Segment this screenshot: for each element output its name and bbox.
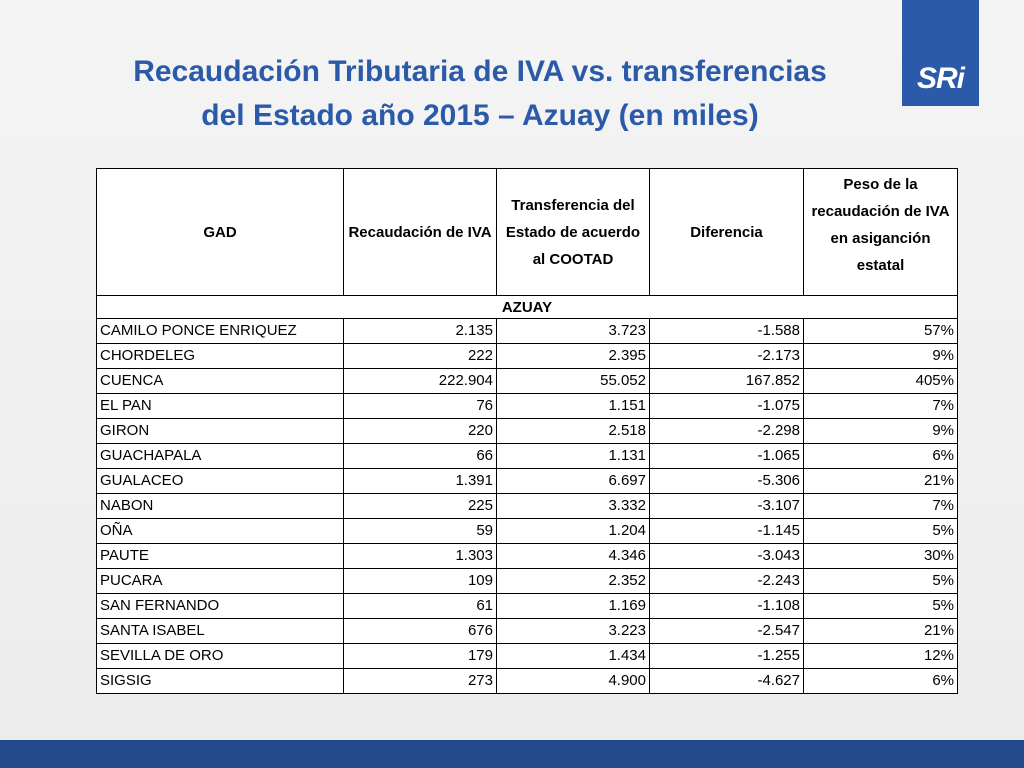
table-row xyxy=(97,569,958,594)
cell-gad: PUCARA xyxy=(97,569,344,594)
cell-transferencia: 1.151 xyxy=(497,394,650,419)
cell-recaudacion-iva: 76 xyxy=(344,394,497,419)
cell-transferencia: 1.169 xyxy=(497,594,650,619)
group-label: AZUAY xyxy=(97,296,958,319)
cell-diferencia: -1.255 xyxy=(650,644,804,669)
table-row xyxy=(97,419,958,444)
cell-transferencia: 6.697 xyxy=(497,469,650,494)
cell-transferencia: 2.395 xyxy=(497,344,650,369)
cell-recaudacion-iva: 225 xyxy=(344,494,497,519)
cell-gad: SANTA ISABEL xyxy=(97,619,344,644)
cell-transferencia: 4.900 xyxy=(497,669,650,694)
cell-peso: 9% xyxy=(804,344,958,369)
cell-transferencia: 4.346 xyxy=(497,544,650,569)
cell-gad: NABON xyxy=(97,494,344,519)
iva-transfer-table xyxy=(96,168,958,694)
cell-diferencia: -2.243 xyxy=(650,569,804,594)
cell-recaudacion-iva: 676 xyxy=(344,619,497,644)
cell-diferencia: -1.065 xyxy=(650,444,804,469)
cell-peso: 405% xyxy=(804,369,958,394)
cell-recaudacion-iva: 1.303 xyxy=(344,544,497,569)
cell-recaudacion-iva: 222 xyxy=(344,344,497,369)
sri-logo-text: SRi xyxy=(916,62,964,95)
cell-recaudacion-iva: 1.391 xyxy=(344,469,497,494)
cell-gad: SIGSIG xyxy=(97,669,344,694)
cell-recaudacion-iva: 61 xyxy=(344,594,497,619)
cell-diferencia: -2.298 xyxy=(650,419,804,444)
page-title xyxy=(60,50,900,138)
cell-peso: 57% xyxy=(804,319,958,344)
cell-transferencia: 3.723 xyxy=(497,319,650,344)
table-row xyxy=(97,594,958,619)
cell-gad: CAMILO PONCE ENRIQUEZ xyxy=(97,319,344,344)
table-row xyxy=(97,669,958,694)
cell-peso: 7% xyxy=(804,394,958,419)
cell-recaudacion-iva: 66 xyxy=(344,444,497,469)
cell-transferencia: 2.352 xyxy=(497,569,650,594)
cell-transferencia: 3.223 xyxy=(497,619,650,644)
cell-gad: PAUTE xyxy=(97,544,344,569)
cell-peso: 5% xyxy=(804,569,958,594)
cell-peso: 12% xyxy=(804,644,958,669)
table-row xyxy=(97,544,958,569)
cell-transferencia: 3.332 xyxy=(497,494,650,519)
table-header-row xyxy=(97,169,958,296)
table-row xyxy=(97,494,958,519)
cell-recaudacion-iva: 109 xyxy=(344,569,497,594)
table-row xyxy=(97,369,958,394)
table-row xyxy=(97,519,958,544)
header-gad: GAD xyxy=(97,169,344,296)
cell-diferencia: -3.043 xyxy=(650,544,804,569)
footer-bar xyxy=(0,740,1024,768)
cell-peso: 21% xyxy=(804,619,958,644)
cell-gad: GIRON xyxy=(97,419,344,444)
cell-transferencia: 2.518 xyxy=(497,419,650,444)
cell-peso: 21% xyxy=(804,469,958,494)
cell-diferencia: -2.547 xyxy=(650,619,804,644)
sri-logo xyxy=(902,0,979,106)
cell-diferencia: -4.627 xyxy=(650,669,804,694)
table-row xyxy=(97,469,958,494)
cell-gad: GUALACEO xyxy=(97,469,344,494)
cell-diferencia: -5.306 xyxy=(650,469,804,494)
cell-diferencia: -1.108 xyxy=(650,594,804,619)
table-row xyxy=(97,644,958,669)
table-row xyxy=(97,619,958,644)
cell-peso: 6% xyxy=(804,444,958,469)
cell-recaudacion-iva: 179 xyxy=(344,644,497,669)
cell-recaudacion-iva: 222.904 xyxy=(344,369,497,394)
cell-gad: GUACHAPALA xyxy=(97,444,344,469)
table-row xyxy=(97,319,958,344)
cell-diferencia: -1.145 xyxy=(650,519,804,544)
cell-recaudacion-iva: 220 xyxy=(344,419,497,444)
cell-diferencia: -2.173 xyxy=(650,344,804,369)
cell-gad: SAN FERNANDO xyxy=(97,594,344,619)
header-recaudacion-iva: Recaudación de IVA xyxy=(344,169,497,296)
cell-recaudacion-iva: 59 xyxy=(344,519,497,544)
title-line-1: Recaudación Tributaria de IVA vs. transferencias xyxy=(133,55,827,88)
cell-transferencia: 1.131 xyxy=(497,444,650,469)
cell-diferencia: -1.588 xyxy=(650,319,804,344)
cell-peso: 5% xyxy=(804,594,958,619)
cell-gad: SEVILLA DE ORO xyxy=(97,644,344,669)
table-row xyxy=(97,444,958,469)
cell-peso: 5% xyxy=(804,519,958,544)
header-diferencia: Diferencia xyxy=(650,169,804,296)
cell-recaudacion-iva: 273 xyxy=(344,669,497,694)
cell-peso: 6% xyxy=(804,669,958,694)
cell-gad: CUENCA xyxy=(97,369,344,394)
table-row xyxy=(97,344,958,369)
cell-peso: 9% xyxy=(804,419,958,444)
cell-gad: EL PAN xyxy=(97,394,344,419)
cell-transferencia: 1.204 xyxy=(497,519,650,544)
cell-transferencia: 55.052 xyxy=(497,369,650,394)
cell-gad: CHORDELEG xyxy=(97,344,344,369)
cell-diferencia: -1.075 xyxy=(650,394,804,419)
cell-gad: OÑA xyxy=(97,519,344,544)
cell-recaudacion-iva: 2.135 xyxy=(344,319,497,344)
cell-transferencia: 1.434 xyxy=(497,644,650,669)
header-peso: Peso de la recaudación de IVA en asiganción estatal xyxy=(804,169,958,296)
title-line-2: del Estado año 2015 – Azuay (en miles) xyxy=(201,99,759,132)
table-row xyxy=(97,394,958,419)
group-row xyxy=(97,296,958,319)
header-transferencia: Transferencia del Estado de acuerdo al COOTAD xyxy=(497,169,650,296)
cell-diferencia: 167.852 xyxy=(650,369,804,394)
cell-peso: 7% xyxy=(804,494,958,519)
cell-diferencia: -3.107 xyxy=(650,494,804,519)
cell-peso: 30% xyxy=(804,544,958,569)
